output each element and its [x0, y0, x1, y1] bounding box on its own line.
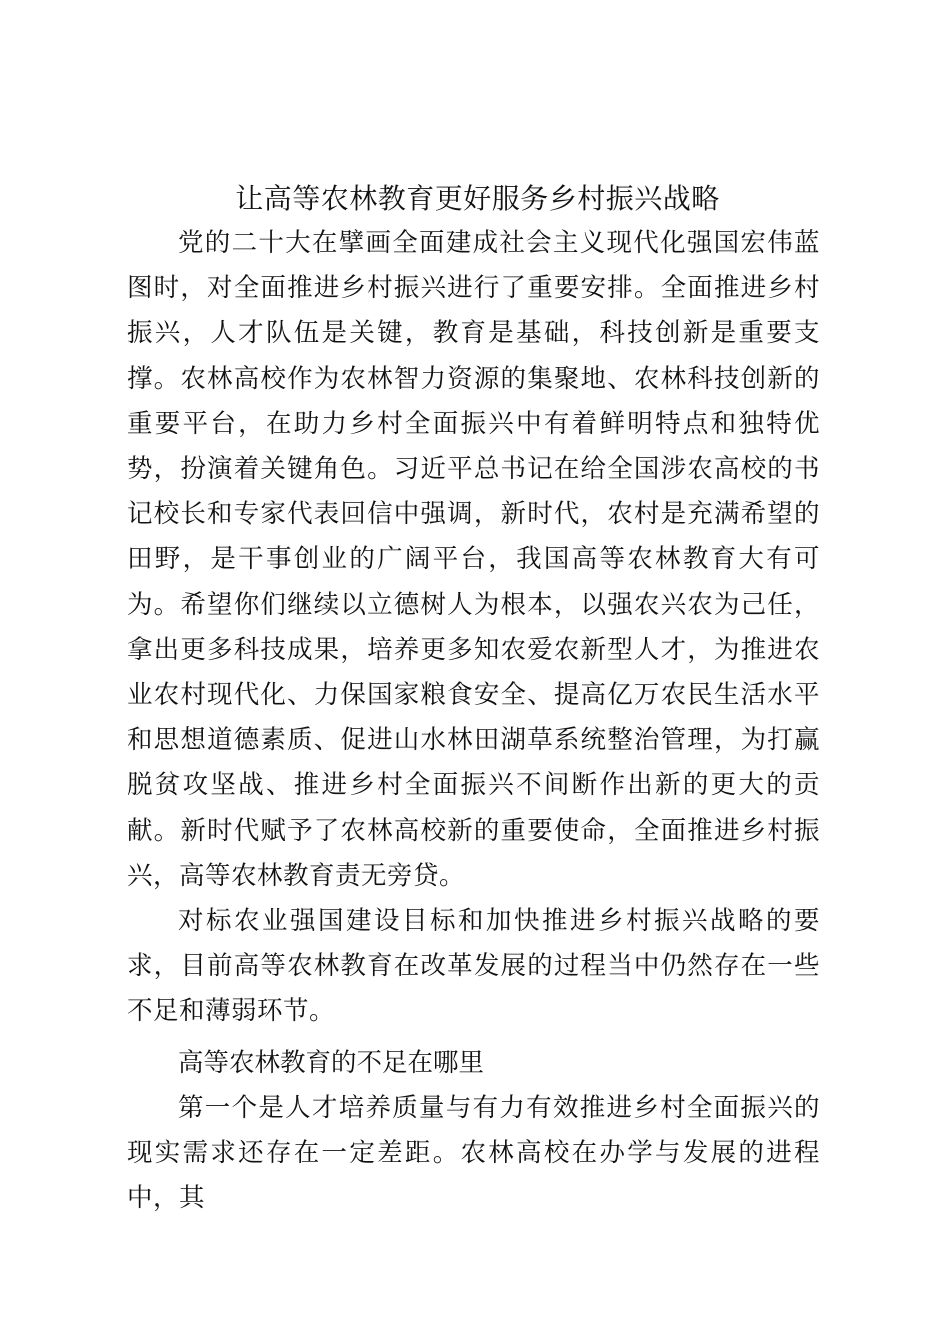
- document-title: 让高等农林教育更好服务乡村振兴战略: [235, 182, 720, 215]
- paragraph-first-point: 第一个是人才培养质量与有力有效推进乡村全面振兴的现实需求还存在一定差距。农林高校在办学与发展的进程中，其: [127, 1092, 820, 1214]
- document-body: [127, 176, 820, 1221]
- paragraph-intro: 党的二十大在擘画全面建成社会主义现代化强国宏伟蓝图时，对全面推进乡村振兴进行了重要安排。全面推进乡村振兴，人才队伍是关键，教育是基础，科技创新是重要支撑。农林高校作为农林智力资源的集聚地、农林科技创新的重要平台，在助力乡村全面振兴中有着鲜明特点和独特优势，扮演着关键角色。习近平总书记在给全国涉农高校的书记校长和专家代表回信中强调，新时代，农村是充满希望的田野，是干事创业的广阔平台，我国高等农林教育大有可为。希望你们继续以立德树人为根本，以强农兴农为己任，拿出更多科技成果，培养更多知农爱农新型人才，为推进农业农村现代化、力保国家粮食安全、提高亿万农民生活水平和思想道德素质、促进山水林田湖草系统整治管理，为打赢脱贫攻坚战、推进乡村全面振兴不间断作出新的更大的贡献。新时代赋予了农林高校新的重要使命，全面推进乡村振兴，高等农林教育责无旁贷。: [127, 228, 820, 891]
- paragraph-shortcomings: 对标农业强国建设目标和加快推进乡村振兴战略的要求，目前高等农林教育在改革发展的过程当中仍然存在一些不足和薄弱环节。: [127, 906, 820, 1027]
- section-subheading: 高等农林教育的不足在哪里: [178, 1047, 485, 1078]
